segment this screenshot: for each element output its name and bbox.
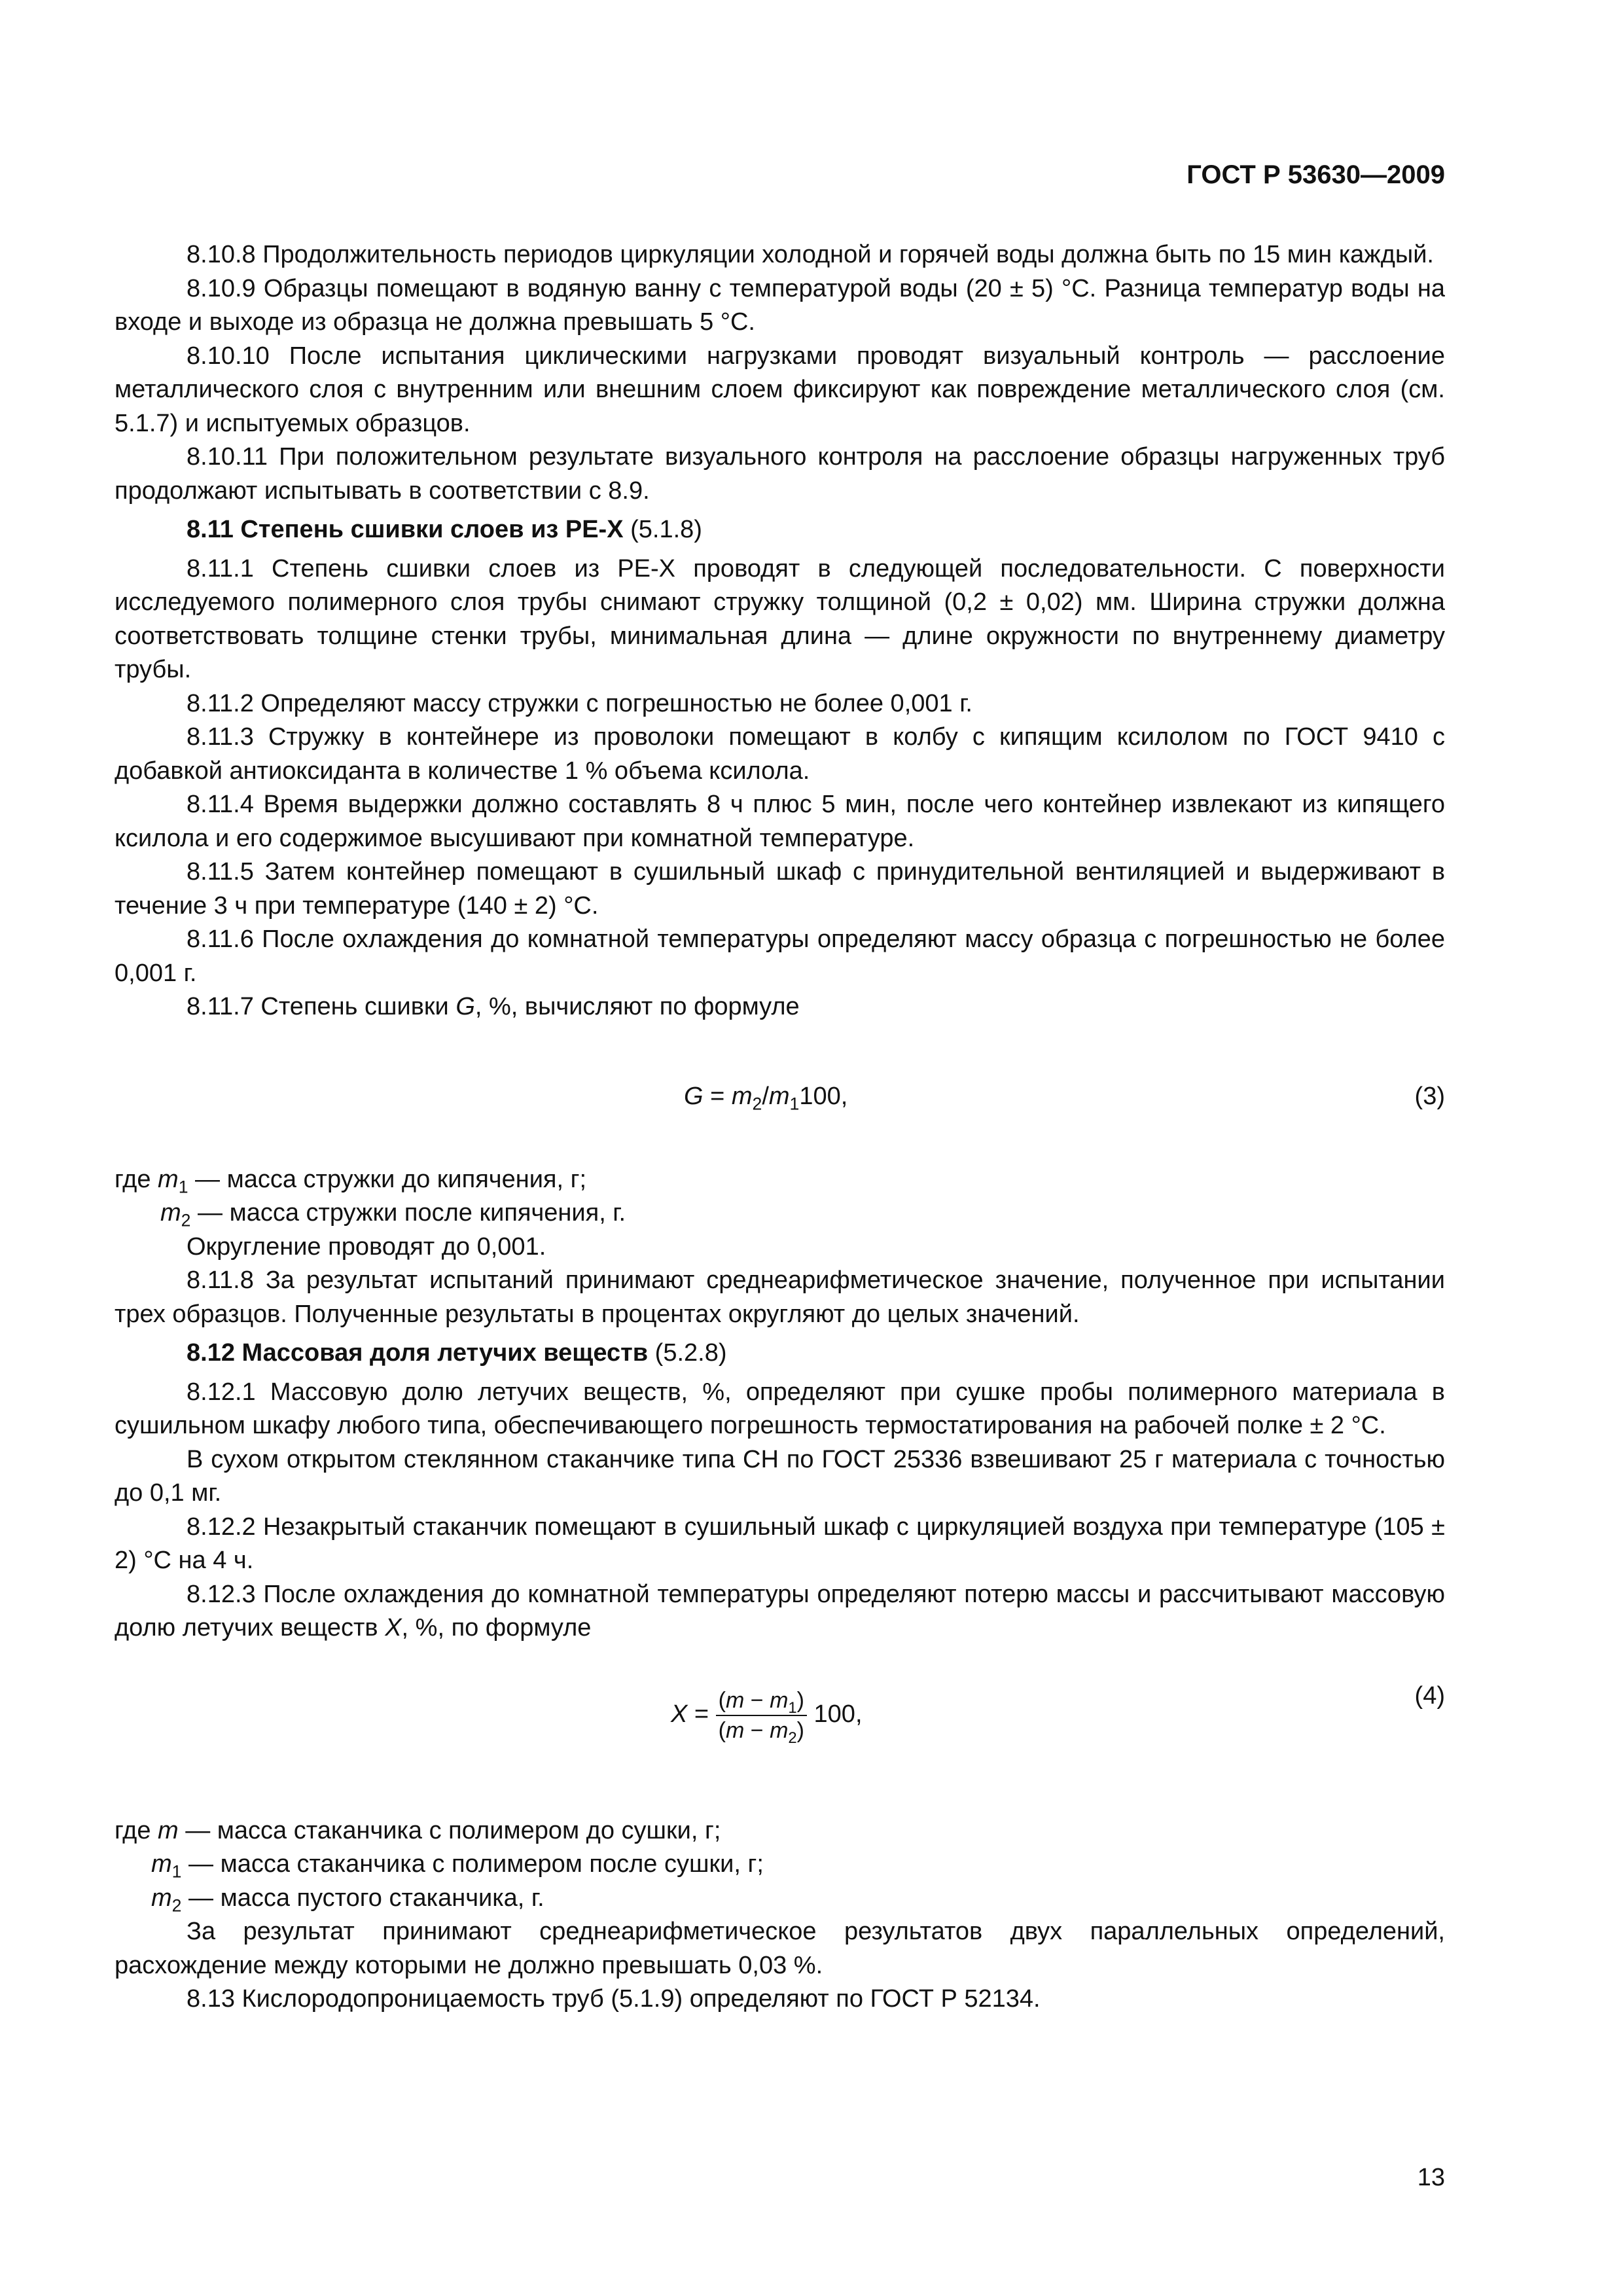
where-desc: — масса пустого стаканчика, г. [181,1884,544,1912]
section-title-8-12: 8.12 Массовая доля летучих веществ [187,1339,649,1367]
paragraph-8-11-3: 8.11.3 Стружку в контейнере из проволоки помещают в колбу с кипящим ксилолом по ГОСТ 9410 с добавкой антиоксиданта в количестве 1 % объема ксилола. [115,723,1445,785]
formula-4-fraction [716,1686,807,1745]
formula-subscript: 2 [181,1210,191,1230]
formula-subscript: 2 [788,1729,797,1747]
where-prefix: где [115,1165,158,1193]
document-code: ГОСТ Р 53630—2009 [1186,160,1445,189]
where-desc: — масса стаканчика с полимером до сушки, г; [178,1816,721,1844]
paragraph-8-10-11: 8.10.11 При положительном результате визуального контроля на расслоение образцы нагруженных труб продолжают испытывать в соответствии с 8.9. [115,443,1445,505]
where-line-4-2 [115,1848,1445,1882]
section-title-8-11: 8.11 Степень сшивки слоев из РЕ-Х [187,516,624,543]
formula-var: X [671,1700,688,1728]
formula-var: G [684,1082,704,1110]
paragraph-8-11-8: 8.11.8 За результат испытаний принимают среднеарифметическое значение, полученное при испытании трех образцов. Полученные результаты в процентах округляют до целых значений. [115,1266,1445,1328]
page-number: 13 [1417,2164,1445,2191]
formula-tail: 100, [799,1082,848,1110]
where-line-4-3 [115,1882,1445,1916]
formula-subscript: 2 [171,1895,182,1916]
paragraph-8-11-5: 8.11.5 Затем контейнер помещают в сушильный шкаф с принудительной вентиляцией и выдерживают в течение 3 ч при температуре (140 ± 2) °С. [115,858,1445,920]
formula-subscript: 1 [178,1177,188,1197]
section-heading-8-11 [115,513,1445,547]
paragraph-8-12-1b: В сухом открытом стеклянном стаканчике типа СН по ГОСТ 25336 взвешивают 25 г материала с точностью до 0,1 мг. [115,1445,1445,1507]
formula-3-expression [684,1080,847,1114]
formula-var: m [151,1884,172,1912]
fraction-denominator [716,1716,807,1745]
formula-op: − [744,1687,770,1713]
formula-4-expression [671,1686,863,1745]
formula-var: m [731,1082,753,1110]
formula-var: m [151,1850,172,1878]
paragraph-text: , %, вычисляют по формуле [474,993,800,1020]
paragraph-8-12-2: 8.12.2 Незакрытый стаканчик помещают в сушильный шкаф с циркуляцией воздуха при температуре (105 ± 2) °С на 4 ч. [115,1513,1445,1574]
paragraph-8-12-1: 8.12.1 Массовую долю летучих веществ, %, определяют при сушке пробы полимерного материала в сушильном шкафу любого типа, обеспечивающего погрешность термостатирования на рабочей полке ± 2 °С. [115,1378,1445,1439]
paragraph-8-10-8: 8.10.8 Продолжительность периодов циркуляции холодной и горячей воды должна быть по 15 мин каждый. [187,241,1434,268]
variable-g: G [455,993,475,1020]
where-line-3-1 [115,1163,1445,1197]
paragraph-8-12-3 [115,1578,1445,1645]
formula-op: ( [718,1717,726,1743]
formula-subscript: 1 [788,1698,797,1717]
formula-subscript: 2 [752,1094,762,1114]
paragraph-8-11-1: 8.11.1 Степень сшивки слоев из РЕ-Х проводят в следующей последовательности. С поверхности исследуемого полимерного слоя трубы снимают стружку толщиной (0,2 ± 0,02) мм. Ширина стружки должна соответствовать толщине стенки трубы, минимальная длина — длине окружности по внутреннему диаметру трубы. [115,554,1445,683]
formula-op: / [762,1082,769,1110]
paragraph-8-11-4: 8.11.4 Время выдержки должно составлять 8 ч плюс 5 мин, после чего контейнер извлекают из кипящего ксилола и его содержимое высушивают при комнатной температуре. [115,791,1445,852]
formula-op: = [687,1700,716,1728]
formula-op: − [744,1717,770,1743]
formula-var: m [726,1717,745,1743]
formula-var: m [770,1687,789,1713]
formula-3-number: (3) [1414,1082,1445,1110]
rounding-note: Округление проводят до 0,001. [187,1232,546,1261]
formula-var: m [158,1816,179,1844]
formula-4-number: (4) [1414,1681,1445,1710]
formula-subscript: 1 [171,1861,182,1882]
where-desc: — масса стружки до кипячения, г; [188,1165,587,1193]
section-heading-8-12 [115,1336,1445,1371]
paragraph-result: За результат принимают среднеарифметическое результатов двух параллельных определений, расхождение между которыми не должно превышать 0,03 %. [115,1918,1445,1979]
paragraph-8-10-9: 8.10.9 Образцы помещают в водяную ванну с температурой воды (20 ± 5) °С. Разница температур воды на входе и выходе из образца не должна превышать 5 °С. [115,274,1445,336]
paragraph-8-11-6: 8.11.6 После охлаждения до комнатной температуры определяют массу образца с погрешностью не более 0,001 г. [115,925,1445,987]
paragraph-8-11-2: 8.11.2 Определяют массу стружки с погрешностью не более 0,001 г. [187,689,972,717]
where-line-4-1 [115,1814,1445,1848]
formula-op: ) [796,1687,804,1713]
formula-subscript: 1 [789,1094,800,1114]
formula-3 [115,1064,1445,1129]
paragraph-text: 8.11.7 Степень сшивки [187,993,456,1020]
where-prefix: где [115,1816,158,1844]
formula-var: m [726,1687,745,1713]
formula-op: = [703,1082,732,1110]
paragraph-8-10-10: 8.10.10 После испытания циклическими нагрузками проводят визуальный контроль — расслоение металлического слоя с внутренним или внешним слоем фиксируют как повреждение металлического слоя (см. 5.1.7) и испытуемых образцов. [115,342,1445,437]
where-line-3-2 [115,1196,1445,1230]
section-ref-8-11: (5.1.8) [623,516,702,543]
section-ref-8-12: (5.2.8) [648,1339,727,1367]
formula-op: ( [718,1687,726,1713]
paragraph-8-11-7 [115,990,1445,1024]
where-desc: — масса стружки после кипячения, г. [190,1199,626,1227]
where-desc: — масса стаканчика с полимером после сушки, г; [181,1850,764,1878]
formula-var: m [158,1165,179,1193]
paragraph-text: 8.12.3 После охлаждения до комнатной температуры определяют потерю массы и рассчитывают массовую долю летучих веществ [115,1580,1445,1641]
formula-var: m [770,1717,789,1743]
formula-op: ) [796,1717,804,1743]
formula-4 [115,1679,1445,1771]
paragraph-8-13: 8.13 Кислородопроницаемость труб (5.1.9) определяют по ГОСТ Р 52134. [187,1985,1041,2013]
formula-var: m [160,1199,181,1227]
paragraph-text: , %, по формуле [401,1614,592,1641]
variable-x: X [385,1614,402,1641]
formula-tail: 100, [806,1700,863,1728]
fraction-numerator [716,1686,807,1716]
formula-var: m [768,1082,790,1110]
